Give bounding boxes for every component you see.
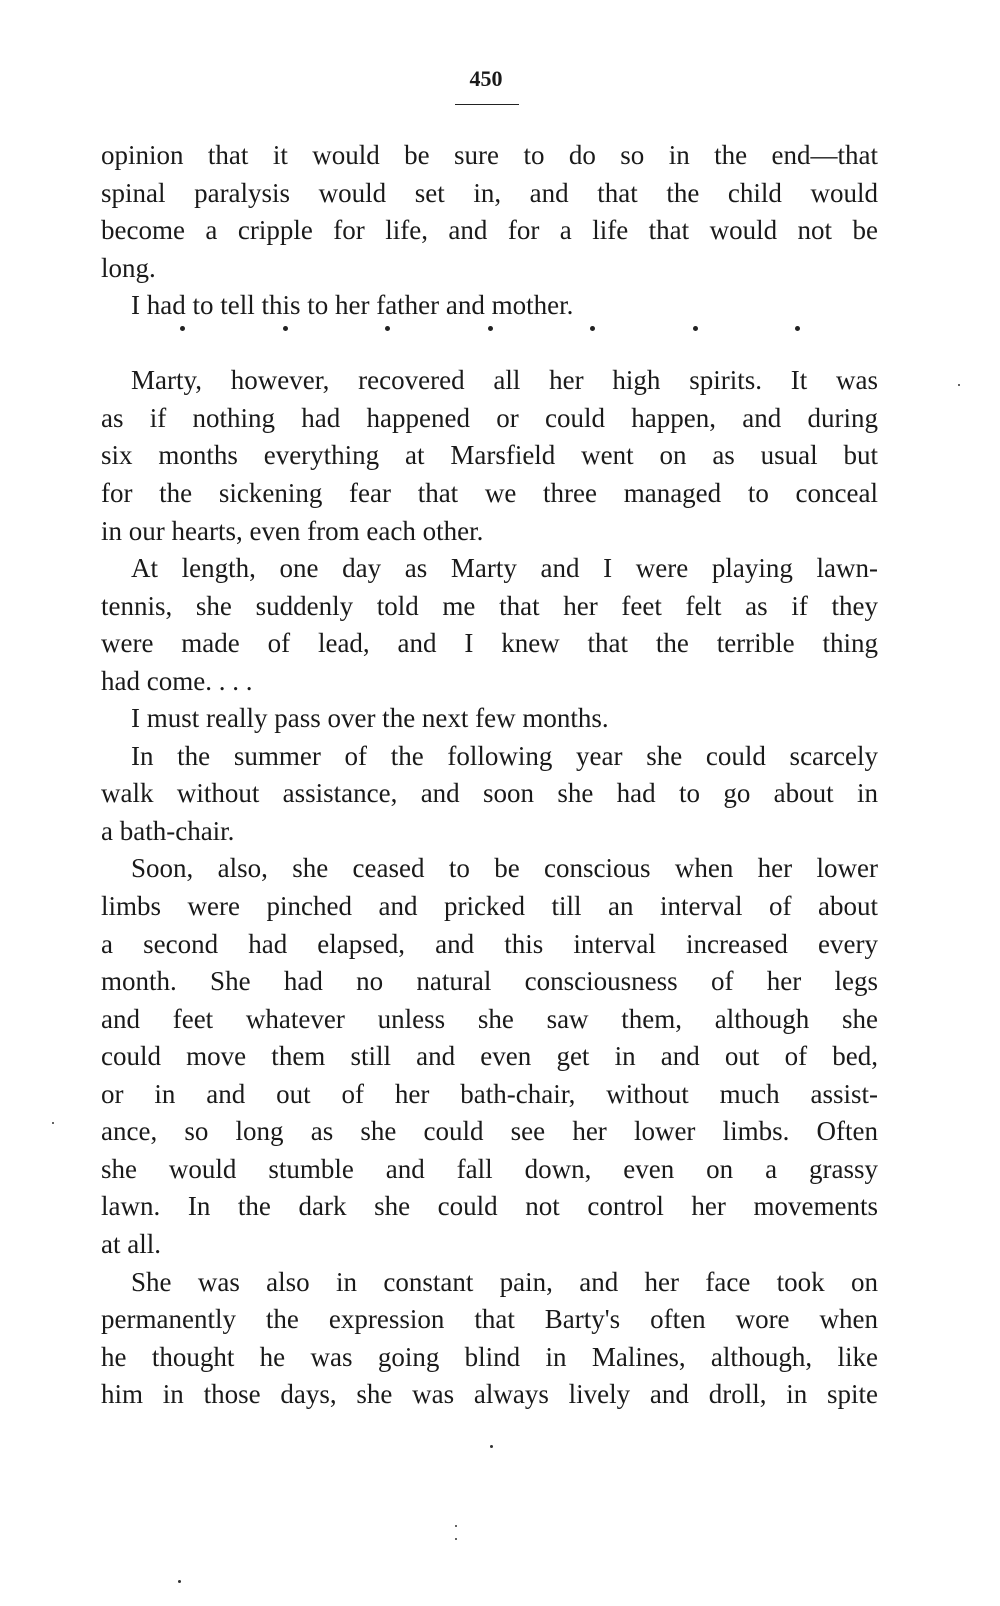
text-line: spinal paralysis would set in, and that the child would [101,177,878,208]
text-line: were made of lead, and I knew that the terrible thing [101,628,878,659]
scan-speck [178,1580,181,1583]
text-line: Soon, also, she ceased to be conscious when her lower [131,853,878,884]
text-line: lawn. In the dark she could not control her movements [101,1191,878,1222]
text-line: he thought he was going blind in Malines, although, like [101,1341,878,1372]
text-line: She was also in constant pain, and her face took on [131,1266,878,1297]
text-line: a second had elapsed, and this interval increased every [101,928,878,959]
text-line: month. She had no natural consciousness of her legs [101,966,878,997]
text-line: tennis, she suddenly told me that her feet felt as if they [101,590,878,621]
text-line: or in and out of her bath-chair, without much assist- [101,1078,878,1109]
text-line: in our hearts, even from each other. [101,515,484,546]
scan-speck [52,1122,54,1124]
text-line: could move them still and even get in and out of bed, [101,1041,878,1072]
text-line: long. [101,252,156,283]
text-line: In the summer of the following year she could scarcely [131,740,878,771]
text-line: as if nothing had happened or could happen, and during [101,402,878,433]
text-line: limbs were pinched and pricked till an interval of about [101,891,878,921]
text-line: six months everything at Marsfield went on as usual but [101,440,878,471]
text-line: I must really pass over the next few months. [131,703,609,734]
section-break-dots [180,326,800,331]
text-line: and feet whatever unless she saw them, although she [101,1003,878,1034]
text-line: him in those days, she was always lively and droll, in spite [101,1379,878,1410]
text-line: permanently the expression that Barty's often wore when [101,1304,878,1335]
text-line: a bath-chair. [101,815,235,846]
text-line: I had to tell this to her father and mother. [131,290,574,321]
header-rule [455,104,519,105]
page-number: 450 [469,66,503,91]
text-line: walk without assistance, and soon she had to go about in [101,778,878,809]
text-line: Marty, however, recovered all her high spirits. It was [131,365,878,396]
text-line: ance, so long as she could see her lower limbs. Often [101,1116,878,1147]
scan-speck [958,384,960,386]
text-line: had come. . . . [101,665,253,696]
text-line: At length, one day as Marty and I were playing lawn- [131,553,878,584]
scan-speck [455,1525,457,1527]
text-line: become a cripple for life, and for a life that would not be [101,215,878,246]
scan-speck [490,1445,493,1448]
text-line: at all. [101,1228,161,1259]
text-line: she would stumble and fall down, even on a grassy [101,1153,878,1184]
text-line: for the sickening fear that we three managed to conceal [101,477,878,508]
text-line: opinion that it would be sure to do so in the end—that [101,140,878,170]
scan-speck [455,1538,457,1540]
